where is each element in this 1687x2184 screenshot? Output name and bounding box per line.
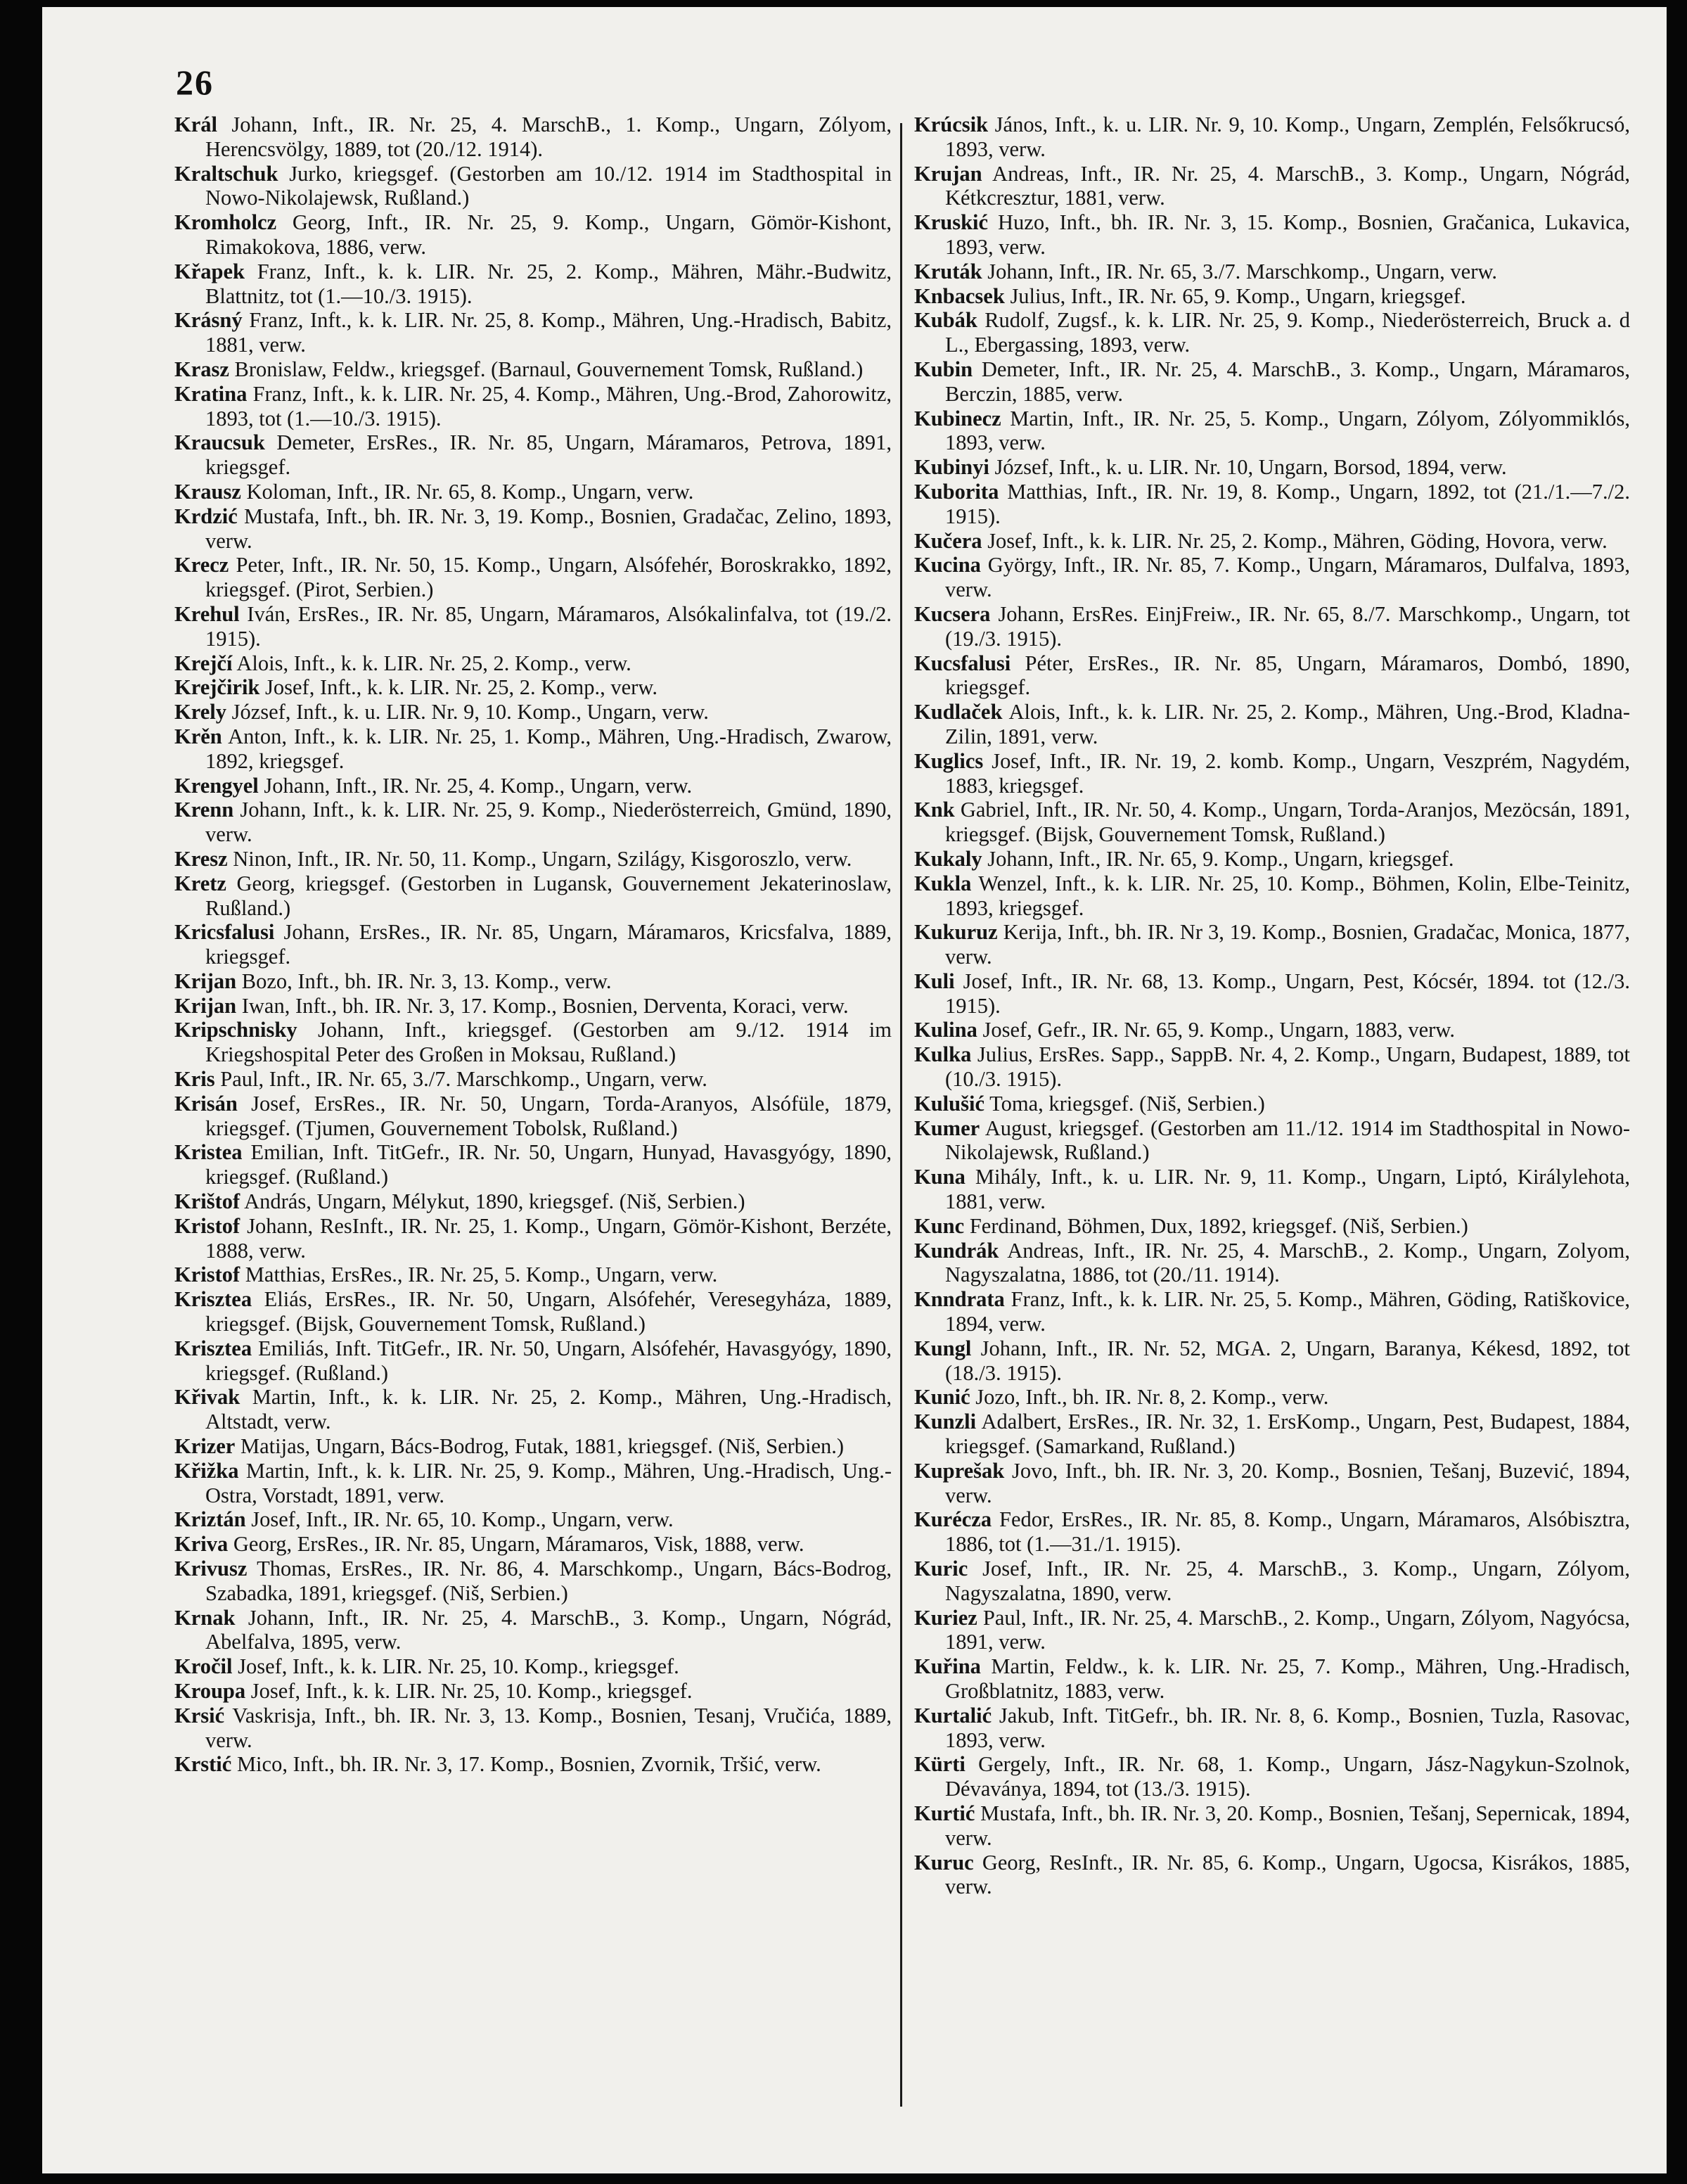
register-entry [174, 1067, 892, 1092]
entry-surname: Kresz [174, 846, 228, 871]
entry-details: Julius, ErsRes. Sapp., SappB. Nr. 4, 2. Komp., Ungarn, Budapest, 1889, tot (10./3. 1915). [945, 1042, 1630, 1092]
register-entry [914, 284, 1630, 309]
entry-surname: Kristof [174, 1213, 240, 1238]
column-divider [900, 123, 902, 2107]
entry-surname: Kriztán [174, 1507, 246, 1532]
register-entry [914, 1287, 1630, 1336]
register-entry [914, 1410, 1630, 1459]
register-entry [914, 1801, 1630, 1851]
entry-details: Martin, Inft., k. k. LIR. Nr. 25, 2. Komp., Mähren, Ung.-Hradisch, Altstadt, verw. [205, 1385, 892, 1434]
register-entry [914, 1557, 1630, 1606]
entry-surname: Kristof [174, 1263, 240, 1287]
entry-surname: Kučera [914, 528, 982, 553]
entry-surname: Kulka [914, 1042, 972, 1067]
entry-surname: Kubin [914, 357, 973, 381]
register-entry [914, 651, 1630, 701]
entry-details: Paul, Inft., IR. Nr. 65, 3./7. Marschkomp., Ungarn, verw. [214, 1067, 707, 1092]
entry-surname: Kürti [914, 1752, 966, 1777]
entry-surname: Krely [174, 700, 226, 724]
entry-surname: Kumer [914, 1116, 980, 1140]
entry-surname: Kroupa [174, 1679, 246, 1703]
entry-details: Jurko, kriegsgef. (Gestorben am 10./12. 1914 im Stadthospital in Nowo-Nikolajewsk, Rußland.) [205, 161, 892, 210]
register-entry [174, 260, 892, 309]
register-entry [174, 504, 892, 554]
register-entry [174, 1263, 892, 1287]
entry-surname: Krúcsik [914, 113, 989, 136]
entry-details: Johann, Inft., kriegsgef. (Gestorben am 9./12. 1914 im Kriegshospital Peter des Großen in Moksau, Rußland.) [205, 1018, 892, 1067]
entry-details: Josef, Inft., IR. Nr. 68, 13. Komp., Ungarn, Pest, Kócsér, 1894. tot (12./3. 1915). [945, 969, 1630, 1018]
entry-surname: Kripschnisky [174, 1018, 297, 1042]
register-entry [914, 602, 1630, 651]
register-entry [174, 1092, 892, 1141]
entry-surname: Kruták [914, 259, 982, 283]
entry-details: Péter, ErsRes., IR. Nr. 85, Ungarn, Máramaros, Dombó, 1890, kriegsgef. [945, 651, 1630, 700]
entry-details: Josef, ErsRes., IR. Nr. 50, Ungarn, Torda-Aranyos, Alsófüle, 1879, kriegsgef. (Tjumen, Gouvernement Tobolsk, Rußland.) [205, 1091, 892, 1140]
entry-details: Jovo, Inft., bh. IR. Nr. 3, 20. Komp., Bosnien, Tešanj, Buzević, 1894, verw. [945, 1458, 1630, 1507]
entry-surname: Kricsfalusi [174, 920, 275, 945]
entry-details: Paul, Inft., IR. Nr. 25, 4. MarschB., 2. Komp., Ungarn, Zólyom, Nagyócsa, 1891, verw. [945, 1605, 1630, 1654]
entry-surname: Král [174, 113, 217, 136]
entry-details: Josef, Inft., k. k. LIR. Nr. 25, 2. Komp., verw. [259, 675, 658, 700]
entry-surname: Kuglics [914, 748, 984, 773]
entry-surname: Krizer [174, 1434, 236, 1459]
entry-surname: Krěn [174, 724, 222, 748]
register-entry [914, 749, 1630, 798]
register-entry [914, 480, 1630, 529]
entry-details: Martin, Inft., IR. Nr. 25, 5. Komp., Ungarn, Zólyom, Zólyommiklós, 1893, verw. [945, 406, 1630, 455]
entry-surname: Krstić [174, 1752, 232, 1777]
entry-surname: Kunzli [914, 1410, 977, 1434]
register-entry [914, 969, 1630, 1018]
entry-details: Bronislaw, Feldw., kriegsgef. (Barnaul, Gouvernement Tomsk, Rußland.) [229, 357, 864, 381]
register-entry [174, 1606, 892, 1655]
right-column [914, 113, 1630, 1899]
entry-surname: Kubák [914, 308, 977, 333]
entry-surname: Kris [174, 1067, 215, 1092]
register-entry [174, 1704, 892, 1753]
entry-surname: Krisztea [174, 1336, 252, 1360]
entry-surname: Kurtalić [914, 1703, 992, 1728]
register-entry [174, 871, 892, 921]
entry-details: Martin, Inft., k. k. LIR. Nr. 25, 9. Komp., Mähren, Ung.-Hradisch, Ung.-Ostra, Vorstadt, 1891, verw. [205, 1458, 892, 1507]
register-entry [174, 162, 892, 211]
entry-details: Alois, Inft., k. k. LIR. Nr. 25, 2. Komp., Mähren, Ung.-Brod, Kladna-Zilin, 1891, verw. [945, 700, 1630, 748]
register-entry [174, 774, 892, 798]
register-entry [914, 1507, 1630, 1557]
entry-details: Josef, Inft., k. k. LIR. Nr. 25, 2. Komp., Mähren, Göding, Hovora, verw. [982, 528, 1608, 553]
entry-surname: Kundrák [914, 1238, 999, 1263]
register-entry [914, 357, 1630, 407]
entry-surname: Kuborita [914, 479, 999, 504]
register-entry [914, 798, 1630, 847]
entry-surname: Kuprešak [914, 1458, 1005, 1483]
register-entry [174, 1140, 892, 1189]
entry-surname: Kraucsuk [174, 430, 265, 455]
entry-details: Vaskrisja, Inft., bh. IR. Nr. 3, 13. Komp., Bosnien, Tesanj, Vručića, 1889, verw. [205, 1703, 892, 1752]
entry-details: Matthias, Inft., IR. Nr. 19, 8. Komp., Ungarn, 1892, tot (21./1.—7./2. 1915). [945, 479, 1630, 528]
entry-details: August, kriegsgef. (Gestorben am 11./12. 1914 im Stadthospital in Nowo-Nikolajewsk, Rußland.) [945, 1116, 1630, 1165]
entry-details: Ferdinand, Böhmen, Dux, 1892, kriegsgef. (Niš, Serbien.) [964, 1213, 1468, 1238]
register-entry [914, 700, 1630, 749]
register-entry [914, 871, 1630, 921]
entry-details: Demeter, Inft., IR. Nr. 25, 4. MarschB., 3. Komp., Ungarn, Máramaros, Berczin, 1885, verw. [945, 357, 1630, 406]
entry-details: Matijas, Ungarn, Bács-Bodrog, Futak, 1881, kriegsgef. (Niš, Serbien.) [235, 1434, 845, 1459]
register-entry [914, 1116, 1630, 1166]
register-entry [174, 1434, 892, 1459]
entry-surname: Kročil [174, 1654, 233, 1679]
entry-surname: Kulušić [914, 1091, 985, 1116]
entry-surname: Kunc [914, 1213, 965, 1238]
entry-details: Georg, ErsRes., IR. Nr. 85, Ungarn, Máramaros, Visk, 1888, verw. [228, 1532, 804, 1557]
register-entry [914, 1042, 1630, 1092]
register-entry [914, 407, 1630, 456]
entry-surname: Kungl [914, 1336, 972, 1360]
register-entry [914, 113, 1630, 162]
entry-surname: Kubinecz [914, 406, 1001, 430]
entry-surname: Krivusz [174, 1557, 248, 1581]
register-entry [914, 455, 1630, 480]
entry-surname: Kucina [914, 553, 981, 577]
entry-surname: Knk [914, 798, 955, 822]
entry-surname: Knndrata [914, 1287, 1005, 1312]
register-entry [914, 920, 1630, 969]
entry-surname: Krdzić [174, 504, 238, 528]
register-entry [914, 1606, 1630, 1655]
entry-details: Johann, Inft., IR. Nr. 65, 3./7. Marschkomp., Ungarn, verw. [982, 259, 1498, 283]
register-entry [914, 529, 1630, 554]
register-entry [174, 1679, 892, 1704]
register-entry [174, 1557, 892, 1606]
entry-surname: Krasz [174, 357, 229, 381]
entry-surname: Krejčirik [174, 675, 260, 700]
register-entry [174, 1752, 892, 1777]
entry-surname: Kuli [914, 969, 955, 993]
entry-surname: Kuriez [914, 1605, 977, 1630]
entry-details: Alois, Inft., k. k. LIR. Nr. 25, 2. Komp., verw. [232, 651, 631, 675]
register-entry [174, 847, 892, 871]
entry-surname: Knbacsek [914, 283, 1005, 308]
register-entry [914, 1654, 1630, 1704]
entry-details: Johann, Inft., IR. Nr. 25, 4. Komp., Ungarn, verw. [258, 773, 693, 798]
entry-surname: Kukaly [914, 846, 982, 871]
entry-details: Josef, Gefr., IR. Nr. 65, 9. Komp., Ungarn, 1883, verw. [977, 1018, 1455, 1042]
entry-surname: Krecz [174, 553, 229, 577]
entry-details: Johann, Inft., k. k. LIR. Nr. 25, 9. Komp., Niederösterreich, Gmünd, 1890, verw. [205, 798, 892, 847]
entry-details: Rudolf, Zugsf., k. k. LIR. Nr. 25, 9. Komp., Niederösterreich, Bruck a. d L., Ebergassing, 1893, verw. [945, 308, 1630, 357]
entry-details: Bozo, Inft., bh. IR. Nr. 3, 13. Komp., verw. [236, 969, 612, 993]
entry-details: Andreas, Inft., IR. Nr. 25, 4. MarschB., 3. Komp., Ungarn, Nógrád, Kétkcresztur, 1881, verw. [945, 161, 1630, 210]
entry-details: Franz, Inft., k. k. LIR. Nr. 25, 5. Komp., Mähren, Göding, Ratiškovice, 1894, verw. [945, 1287, 1630, 1336]
entry-details: Johann, ResInft., IR. Nr. 25, 1. Komp., Ungarn, Gömör-Kishont, Berzéte, 1888, verw. [205, 1213, 892, 1263]
register-entry [914, 553, 1630, 602]
entry-details: Johann, Inft., IR. Nr. 25, 4. MarschB., 1. Komp., Ungarn, Zólyom, Herencsvölgy, 1889, tot (20./12. 1914). [205, 113, 892, 161]
register-entry [914, 1851, 1630, 1900]
entry-details: Koloman, Inft., IR. Nr. 65, 8. Komp., Ungarn, verw. [240, 479, 694, 504]
register-entry [174, 1287, 892, 1336]
entry-details: Ninon, Inft., IR. Nr. 50, 11. Komp., Ungarn, Szilágy, Kisgoroszlo, verw. [227, 846, 852, 871]
entry-surname: Kruskić [914, 210, 989, 235]
entry-details: József, Inft., k. u. LIR. Nr. 9, 10. Komp., Ungarn, verw. [226, 700, 709, 724]
register-entry [174, 724, 892, 774]
entry-surname: Kunić [914, 1385, 970, 1410]
entry-details: Iwan, Inft., bh. IR. Nr. 3, 17. Komp., Bosnien, Derventa, Koraci, verw. [236, 993, 849, 1018]
entry-surname: Křižka [174, 1458, 239, 1483]
entry-surname: Kulina [914, 1018, 977, 1042]
entry-details: András, Ungarn, Mélykut, 1890, kriegsgef. (Niš, Serbien.) [240, 1189, 745, 1214]
entry-details: Toma, kriegsgef. (Niš, Serbien.) [984, 1091, 1265, 1116]
entry-details: Anton, Inft., k. k. LIR. Nr. 25, 1. Komp., Mähren, Ung.-Hradisch, Zwarow, 1892, kriegsgef. [205, 724, 892, 773]
page-number: 26 [176, 63, 214, 102]
register-entry [914, 1092, 1630, 1116]
entry-details: Johann, Inft., IR. Nr. 65, 9. Komp., Ungarn, kriegsgef. [982, 846, 1454, 871]
entry-details: Jozo, Inft., bh. IR. Nr. 8, 2. Komp., verw. [970, 1385, 1329, 1410]
register-entry [174, 1532, 892, 1557]
entry-details: Gabriel, Inft., IR. Nr. 50, 4. Komp., Ungarn, Torda-Aranjos, Mezöcsán, 1891, kriegsgef. (Bijsk, Gouvernement Tomsk, Rußland.) [945, 798, 1630, 847]
entry-details: Huzo, Inft., bh. IR. Nr. 3, 15. Komp., Bosnien, Gračanica, Lukavica, 1893, verw. [945, 210, 1630, 259]
register-entry [174, 920, 892, 969]
entry-surname: Kuruc [914, 1850, 974, 1875]
entry-details: Kerija, Inft., bh. IR. Nr 3, 19. Komp., Bosnien, Gradačac, Monica, 1877, verw. [945, 920, 1630, 969]
entry-surname: Krištof [174, 1189, 240, 1214]
entry-surname: Kurécza [914, 1507, 992, 1532]
entry-surname: Kurtić [914, 1801, 975, 1825]
entry-surname: Krisán [174, 1091, 238, 1116]
entry-details: Matthias, ErsRes., IR. Nr. 25, 5. Komp., Ungarn, verw. [240, 1263, 718, 1287]
register-entry [174, 675, 892, 700]
entry-details: Emiliás, Inft. TitGefr., IR. Nr. 50, Ungarn, Alsófehér, Havasgyógy, 1890, kriegsgef. (Rußland.) [205, 1336, 892, 1385]
entry-details: Gergely, Inft., IR. Nr. 68, 1. Komp., Ungarn, Jász-Nagykun-Szolnok, Dévaványa, 1894, tot (13./3. 1915). [945, 1752, 1630, 1801]
entry-surname: Kukuruz [914, 920, 998, 945]
register-entry [174, 700, 892, 724]
register-entry [174, 1507, 892, 1532]
register-entry [174, 308, 892, 357]
entry-details: Johann, ErsRes. EinjFreiw., IR. Nr. 65, 8./7. Marschkomp., Ungarn, tot (19./3. 1915). [945, 601, 1630, 651]
entry-surname: Kuna [914, 1165, 966, 1189]
entry-details: Georg, ResInft., IR. Nr. 85, 6. Komp., Ungarn, Ugocsa, Kisrákos, 1885, verw. [945, 1850, 1630, 1899]
entry-details: Johann, Inft., IR. Nr. 52, MGA. 2, Ungarn, Baranya, Kékesd, 1892, tot (18./3. 1915). [945, 1336, 1630, 1385]
register-entry [914, 260, 1630, 284]
register-entry [174, 430, 892, 480]
entry-surname: Kucsfalusi [914, 651, 1011, 675]
entry-surname: Kukla [914, 871, 972, 895]
register-entry [174, 1189, 892, 1214]
entry-surname: Kucsera [914, 601, 991, 626]
entry-surname: Křivak [174, 1385, 240, 1410]
register-entry [914, 1459, 1630, 1508]
register-entry [174, 651, 892, 676]
entry-surname: Krujan [914, 161, 982, 186]
entry-surname: Kriva [174, 1532, 229, 1557]
entry-details: György, Inft., IR. Nr. 85, 7. Komp., Ungarn, Máramaros, Dulfalva, 1893, verw. [945, 553, 1630, 602]
entry-details: Jakub, Inft. TitGefr., bh. IR. Nr. 8, 6. Komp., Bosnien, Tuzla, Rasovac, 1893, verw. [945, 1703, 1630, 1752]
entry-details: Josef, Inft., k. k. LIR. Nr. 25, 10. Komp., kriegsgef. [245, 1679, 693, 1703]
entry-details: Franz, Inft., k. k. LIR. Nr. 25, 2. Komp., Mähren, Mähr.-Budwitz, Blattnitz, tot (1.—10./3. 1915). [205, 259, 892, 308]
entry-surname: Krengyel [174, 773, 259, 798]
register-entry [174, 1336, 892, 1386]
entry-surname: Krijan [174, 993, 237, 1018]
entry-surname: Kretz [174, 871, 226, 895]
entry-details: Mustafa, Inft., bh. IR. Nr. 3, 19. Komp., Bosnien, Gradačac, Zelino, 1893, verw. [205, 504, 892, 553]
register-entry [914, 1214, 1630, 1239]
entry-surname: Kudlaček [914, 700, 1003, 724]
entry-surname: Krenn [174, 798, 234, 822]
entry-surname: Kraltschuk [174, 161, 278, 186]
entry-details: Mihály, Inft., k. u. LIR. Nr. 9, 11. Komp., Ungarn, Liptó, Királylehota, 1881, verw. [945, 1165, 1630, 1214]
entry-surname: Krijan [174, 969, 237, 993]
entry-details: Josef, Inft., IR. Nr. 19, 2. komb. Komp., Ungarn, Veszprém, Nagydém, 1883, kriegsgef. [945, 748, 1630, 798]
register-entry [174, 210, 892, 260]
register-entry [914, 308, 1630, 357]
entry-details: Martin, Feldw., k. k. LIR. Nr. 25, 7. Komp., Mähren, Ung.-Hradisch, Großblatnitz, 1883, verw. [945, 1654, 1630, 1703]
register-entry [914, 1018, 1630, 1042]
entry-surname: Krsić [174, 1703, 225, 1728]
entry-details: Georg, kriegsgef. (Gestorben in Lugansk, Gouvernement Jekaterinoslaw, Rußland.) [205, 871, 892, 920]
register-entry [914, 1239, 1630, 1288]
register-entry [914, 847, 1630, 871]
register-entry [174, 1654, 892, 1679]
entry-surname: Kromholcz [174, 210, 277, 235]
register-entry [174, 1214, 892, 1263]
entry-details: Thomas, ErsRes., IR. Nr. 86, 4. Marschkomp., Ungarn, Bács-Bodrog, Szabadka, 1891, kriegsgef. (Niš, Serbien.) [205, 1557, 892, 1605]
entry-surname: Krisztea [174, 1287, 252, 1312]
entry-details: József, Inft., k. u. LIR. Nr. 10, Ungarn, Borsod, 1894, verw. [989, 455, 1507, 480]
entry-surname: Krejčí [174, 651, 233, 675]
entry-details: Franz, Inft., k. k. LIR. Nr. 25, 4. Komp., Mähren, Ung.-Brod, Zahorowitz, 1893, tot (1.—10./3. 1915). [205, 381, 892, 430]
entry-surname: Krausz [174, 479, 241, 504]
entry-details: Mustafa, Inft., bh. IR. Nr. 3, 20. Komp., Bosnien, Tešanj, Sepernicak, 1894, verw. [945, 1801, 1630, 1850]
entry-details: Peter, Inft., IR. Nr. 50, 15. Komp., Ungarn, Alsófehér, Boroskrakko, 1892, kriegsgef. (Pirot, Serbien.) [205, 553, 892, 602]
register-entry [914, 1385, 1630, 1410]
entry-details: Julius, Inft., IR. Nr. 65, 9. Komp., Ungarn, kriegsgef. [1004, 283, 1466, 308]
register-entry [914, 1752, 1630, 1801]
entry-details: Franz, Inft., k. k. LIR. Nr. 25, 8. Komp., Mähren, Ung.-Hradisch, Babitz, 1881, verw. [205, 308, 892, 357]
entry-details: Wenzel, Inft., k. k. LIR. Nr. 25, 10. Komp., Böhmen, Kolin, Elbe-Teinitz, 1893, kriegsgef. [945, 871, 1630, 920]
entry-details: Josef, Inft., IR. Nr. 65, 10. Komp., Ungarn, verw. [245, 1507, 674, 1532]
register-entry [174, 1018, 892, 1067]
entry-details: Iván, ErsRes., IR. Nr. 85, Ungarn, Máramaros, Alsókalinfalva, tot (19./2. 1915). [205, 601, 892, 651]
entry-details: Eliás, ErsRes., IR. Nr. 50, Ungarn, Alsófehér, Veresegyháza, 1889, kriegsgef. (Bijsk, Gouvernement Tomsk, Rußland.) [205, 1287, 892, 1336]
left-column [174, 113, 892, 1777]
entry-details: Josef, Inft., IR. Nr. 25, 4. MarschB., 3. Komp., Ungarn, Zólyom, Nagyszalatna, 1890, verw. [945, 1557, 1630, 1605]
register-entry [914, 1165, 1630, 1214]
entry-details: Andreas, Inft., IR. Nr. 25, 4. MarschB., 2. Komp., Ungarn, Zolyom, Nagyszalatna, 1886, tot (20./11. 1914). [945, 1238, 1630, 1287]
register-entry [174, 553, 892, 602]
entry-surname: Kubinyi [914, 455, 989, 480]
register-entry [174, 1459, 892, 1508]
entry-surname: Kristea [174, 1140, 243, 1165]
entry-details: Josef, Inft., k. k. LIR. Nr. 25, 10. Komp., kriegsgef. [232, 1654, 679, 1679]
entry-surname: Kratina [174, 381, 248, 406]
register-entry [914, 210, 1630, 260]
entry-surname: Křapek [174, 259, 245, 283]
entry-details: Fedor, ErsRes., IR. Nr. 85, 8. Komp., Ungarn, Máramaros, Alsóbisztra, 1886, tot (1.—31./1. 1915). [945, 1507, 1630, 1557]
register-entry [174, 382, 892, 431]
register-entry [174, 357, 892, 382]
entry-details: Emilian, Inft. TitGefr., IR. Nr. 50, Ungarn, Hunyad, Havasgyógy, 1890, kriegsgef. (Rußland.) [205, 1140, 892, 1189]
entry-details: Johann, Inft., IR. Nr. 25, 4. MarschB., 3. Komp., Ungarn, Nógrád, Abelfalva, 1895, verw. [205, 1605, 892, 1654]
register-entry [174, 798, 892, 847]
entry-surname: Krásný [174, 308, 243, 333]
entry-details: Johann, ErsRes., IR. Nr. 85, Ungarn, Máramaros, Kricsfalva, 1889, kriegsgef. [205, 920, 892, 969]
entry-surname: Kuric [914, 1557, 968, 1581]
entry-surname: Kuřina [914, 1654, 981, 1679]
entry-surname: Krehul [174, 601, 240, 626]
register-entry [174, 480, 892, 504]
register-entry [174, 602, 892, 651]
entry-details: János, Inft., k. u. LIR. Nr. 9, 10. Komp., Ungarn, Zemplén, Felsőkrucsó, 1893, verw. [945, 113, 1630, 161]
register-entry [914, 162, 1630, 211]
register-entry [174, 1385, 892, 1434]
entry-details: Mico, Inft., bh. IR. Nr. 3, 17. Komp., Bosnien, Zvornik, Tršić, verw. [231, 1752, 821, 1777]
register-entry [174, 113, 892, 162]
register-entry [174, 969, 892, 994]
entry-surname: Krnak [174, 1605, 236, 1630]
entry-details: Georg, Inft., IR. Nr. 25, 9. Komp., Ungarn, Gömör-Kishont, Rimakokova, 1886, verw. [205, 210, 892, 259]
register-entry [174, 994, 892, 1018]
register-entry [914, 1704, 1630, 1753]
document-page [42, 7, 1667, 2173]
entry-details: Adalbert, ErsRes., IR. Nr. 32, 1. ErsKomp., Ungarn, Pest, Budapest, 1884, kriegsgef. (Samarkand, Rußland.) [945, 1410, 1630, 1459]
entry-details: Demeter, ErsRes., IR. Nr. 85, Ungarn, Máramaros, Petrova, 1891, kriegsgef. [205, 430, 892, 480]
register-entry [914, 1336, 1630, 1386]
